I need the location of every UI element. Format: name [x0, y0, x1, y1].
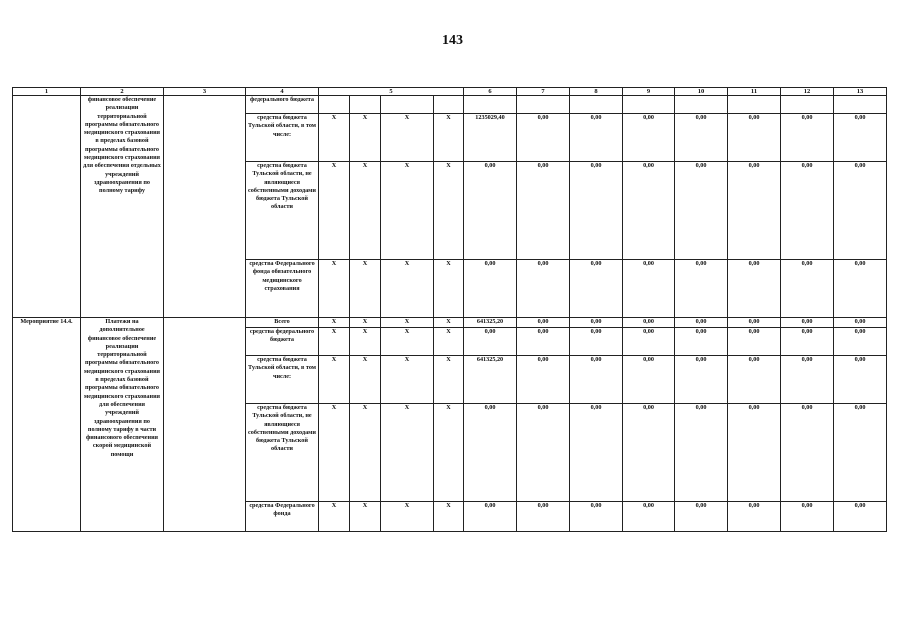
header-cell: 8 [570, 88, 623, 96]
value-cell: 0,00 [623, 404, 675, 502]
x-mark-cell: X [381, 356, 434, 404]
funding-source-cell: средства бюджета Тульской области, не являющиеся собственными доходами бюджета Тульской области [246, 162, 319, 260]
value-cell [623, 96, 675, 114]
x-mark-cell [350, 96, 381, 114]
funding-source-cell: средства бюджета Тульской области, не являющиеся собственными доходами бюджета Тульской области [246, 404, 319, 502]
funding-source-cell: средства федерального бюджета [246, 328, 319, 356]
value-cell: 0,00 [834, 162, 887, 260]
value-cell: 0,00 [781, 328, 834, 356]
x-mark-cell: X [434, 404, 464, 502]
header-cell: 1 [13, 88, 81, 96]
value-cell [570, 96, 623, 114]
header-cell: 3 [164, 88, 246, 96]
x-mark-cell [434, 96, 464, 114]
value-cell: 0,00 [781, 162, 834, 260]
value-cell: 0,00 [675, 502, 728, 532]
value-cell: 0,00 [570, 318, 623, 328]
header-cell: 12 [781, 88, 834, 96]
value-cell [464, 96, 517, 114]
value-cell: 0,00 [464, 328, 517, 356]
executor-cell [164, 96, 246, 318]
event-cell: Мероприятие 14.4. [13, 318, 81, 532]
value-cell: 0,00 [570, 328, 623, 356]
table-row [13, 318, 887, 328]
x-mark-cell: X [434, 356, 464, 404]
x-mark-cell: X [350, 356, 381, 404]
table-row [13, 96, 887, 114]
x-mark-cell [319, 96, 350, 114]
x-mark-cell: X [350, 328, 381, 356]
header-cell: 9 [623, 88, 675, 96]
funding-source-cell: средства Федерального фонда обязательного медицинского страхования [246, 260, 319, 318]
value-cell: 0,00 [675, 328, 728, 356]
x-mark-cell: X [434, 114, 464, 162]
value-cell: 0,00 [623, 114, 675, 162]
funding-source-cell: средства бюджета Тульской области, в том числе: [246, 114, 319, 162]
value-cell: 0,00 [728, 404, 781, 502]
value-cell: 0,00 [834, 502, 887, 532]
executor-cell [164, 318, 246, 532]
funding-source-cell: федерального бюджета [246, 96, 319, 114]
funding-source-cell: Всего [246, 318, 319, 328]
value-cell: 0,00 [781, 356, 834, 404]
value-cell: 0,00 [781, 404, 834, 502]
value-cell: 0,00 [517, 404, 570, 502]
value-cell: 0,00 [570, 356, 623, 404]
header-cell: 4 [246, 88, 319, 96]
block-2 [13, 318, 887, 532]
value-cell: 0,00 [464, 260, 517, 318]
description-cell: финансовое обеспечение реализации территориальной программы обязательного медицинского страхования в пределах базовой программы обязательного медицинского страхования для обеспечения отдельных учреждений здравоохранения по полному тарифу [81, 96, 164, 318]
x-mark-cell: X [434, 318, 464, 328]
value-cell: 0,00 [781, 318, 834, 328]
value-cell: 0,00 [570, 502, 623, 532]
x-mark-cell: X [381, 502, 434, 532]
value-cell [781, 96, 834, 114]
funding-source-cell: средства Федерального фонда [246, 502, 319, 532]
value-cell: 0,00 [675, 356, 728, 404]
value-cell: 0,00 [728, 260, 781, 318]
value-cell: 0,00 [464, 404, 517, 502]
block-1 [13, 96, 887, 318]
value-cell: 0,00 [728, 162, 781, 260]
x-mark-cell: X [381, 114, 434, 162]
header-cell: 5 [319, 88, 464, 96]
x-mark-cell: X [434, 502, 464, 532]
value-cell: 0,00 [517, 114, 570, 162]
header-cell: 10 [675, 88, 728, 96]
value-cell: 0,00 [464, 502, 517, 532]
value-cell: 0,00 [517, 328, 570, 356]
value-cell: 0,00 [728, 318, 781, 328]
x-mark-cell [381, 96, 434, 114]
value-cell: 0,00 [728, 356, 781, 404]
value-cell: 0,00 [675, 260, 728, 318]
value-cell [834, 96, 887, 114]
value-cell: 0,00 [623, 318, 675, 328]
budget-table [12, 87, 887, 532]
x-mark-cell: X [381, 404, 434, 502]
x-mark-cell: X [319, 502, 350, 532]
value-cell: 0,00 [517, 318, 570, 328]
header-cell: 11 [728, 88, 781, 96]
value-cell: 0,00 [728, 502, 781, 532]
value-cell: 0,00 [517, 260, 570, 318]
x-mark-cell: X [319, 260, 350, 318]
x-mark-cell: X [350, 502, 381, 532]
value-cell: 0,00 [675, 318, 728, 328]
value-cell: 0,00 [623, 328, 675, 356]
value-cell: 0,00 [834, 114, 887, 162]
value-cell: 0,00 [623, 502, 675, 532]
x-mark-cell: X [381, 162, 434, 260]
value-cell: 0,00 [623, 162, 675, 260]
header-row [13, 88, 887, 96]
value-cell: 0,00 [834, 404, 887, 502]
page-number: 143 [442, 33, 463, 48]
funding-source-cell: средства бюджета Тульской области, в том числе: [246, 356, 319, 404]
value-cell: 0,00 [623, 260, 675, 318]
x-mark-cell: X [381, 260, 434, 318]
value-cell: 0,00 [728, 114, 781, 162]
x-mark-cell: X [319, 114, 350, 162]
value-cell: 0,00 [781, 114, 834, 162]
header-cell: 6 [464, 88, 517, 96]
value-cell: 0,00 [834, 260, 887, 318]
value-cell: 0,00 [728, 328, 781, 356]
value-cell: 0,00 [675, 114, 728, 162]
value-cell [728, 96, 781, 114]
description-cell: Платежи на дополнительное финансовое обеспечение реализации территориальной программы обязательного медицинского страхования в пределах базовой программы обязательного медицинского страхования для обеспечения учреждений здравоохранения по полному тарифу в части финансового обеспечения скорой медицинской помощи [81, 318, 164, 532]
value-cell: 0,00 [675, 404, 728, 502]
x-mark-cell: X [319, 318, 350, 328]
value-cell: 0,00 [834, 356, 887, 404]
value-cell: 0,00 [623, 356, 675, 404]
header-cell: 2 [81, 88, 164, 96]
x-mark-cell: X [434, 260, 464, 318]
value-cell: 0,00 [781, 502, 834, 532]
value-cell: 0,00 [570, 404, 623, 502]
x-mark-cell: X [434, 162, 464, 260]
x-mark-cell: X [381, 318, 434, 328]
x-mark-cell: X [319, 404, 350, 502]
value-cell: 0,00 [517, 356, 570, 404]
value-cell: 0,00 [570, 162, 623, 260]
value-cell: 0,00 [517, 162, 570, 260]
value-cell [517, 96, 570, 114]
header-cell: 7 [517, 88, 570, 96]
value-cell: 0,00 [570, 260, 623, 318]
value-cell: 0,00 [464, 162, 517, 260]
x-mark-cell: X [350, 404, 381, 502]
x-mark-cell: X [350, 162, 381, 260]
value-cell: 0,00 [675, 162, 728, 260]
x-mark-cell: X [319, 356, 350, 404]
value-cell: 0,00 [834, 318, 887, 328]
event-cell [13, 96, 81, 318]
value-cell: 0,00 [517, 502, 570, 532]
value-cell: 641325,20 [464, 356, 517, 404]
x-mark-cell: X [434, 328, 464, 356]
value-cell: 641325,20 [464, 318, 517, 328]
x-mark-cell: X [350, 318, 381, 328]
x-mark-cell: X [350, 260, 381, 318]
value-cell: 0,00 [834, 328, 887, 356]
value-cell: 0,00 [570, 114, 623, 162]
x-mark-cell: X [381, 328, 434, 356]
value-cell: 0,00 [781, 260, 834, 318]
header-cell: 13 [834, 88, 887, 96]
value-cell: 1235029,40 [464, 114, 517, 162]
x-mark-cell: X [319, 328, 350, 356]
x-mark-cell: X [350, 114, 381, 162]
x-mark-cell: X [319, 162, 350, 260]
value-cell [675, 96, 728, 114]
